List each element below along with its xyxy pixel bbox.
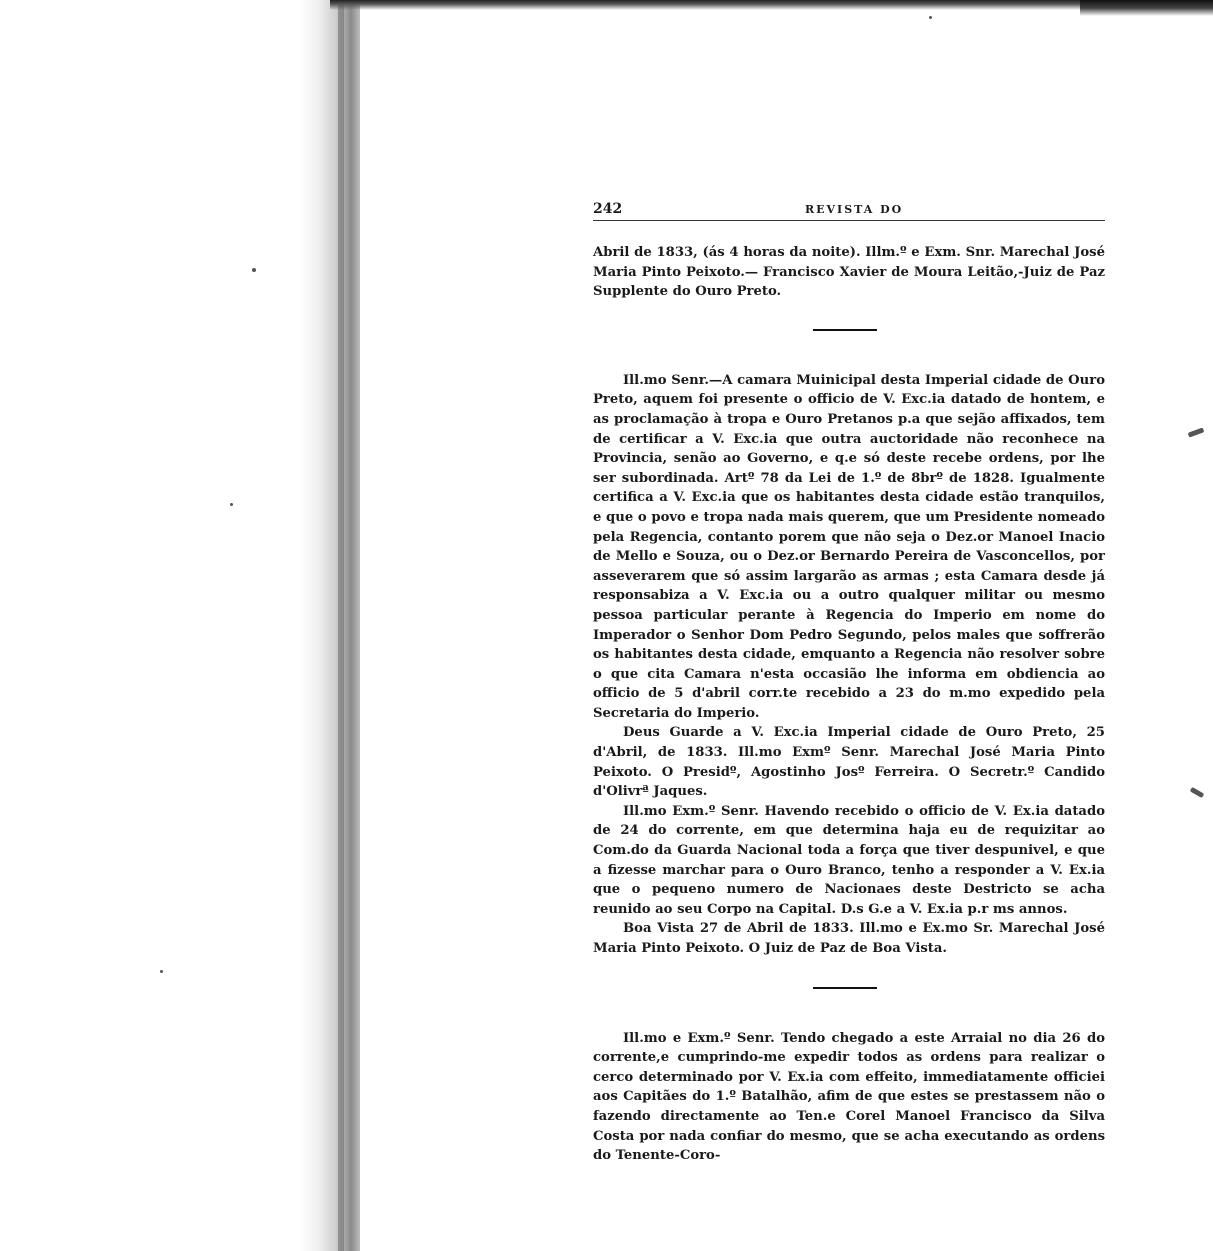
letter-camara-signature: Deus Guarde a V. Exc.ia Imperial cidade de Ouro Preto, 25 d'Abril, de 1833. Ill.mo Exmº Senr. Marechal José Maria Pinto Peixoto. O Presidº, Agostinho Josº Ferreira. O Secretr.º Candido d'Olivrª Jaques. — [593, 725, 1105, 800]
book-page — [593, 200, 1105, 1166]
section-divider — [813, 329, 877, 331]
closing-paragraph: Abril de 1833, (ás 4 horas da noite). Illm.º e Exm. Snr. Marechal José Maria Pinto Peixoto.— Francisco Xavier de Moura Leitão,-Juiz de Paz Supplente do Ouro Preto. — [593, 245, 1105, 300]
scan-speck — [230, 503, 233, 506]
scan-speck — [252, 268, 256, 272]
section-divider — [813, 987, 877, 989]
page-number: 242 — [593, 201, 623, 217]
running-head — [593, 200, 1105, 221]
binding-edge — [338, 0, 344, 1251]
letter-boa-vista-body: Ill.mo Exm.º Senr. Havendo recebido o officio de V. Ex.ia datado de 24 do corrente, em que determina haja eu de requizitar ao Com.do da Guarda Nacional toda a força que tiver despunivel, e que a fizesse marchar para o Ouro Branco, tenho a responder a V. Ex.ia que o pequeno numero de Nacionaes deste Destricto se acha reunido ao seu Corpo na Capital. D.s G.e a V. Ex.ia p.r ms annos. — [593, 803, 1105, 917]
page-top-edge-dark — [1080, 0, 1213, 16]
letter-boa-vista-signature: Boa Vista 27 de Abril de 1833. Ill.mo e Ex.mo Sr. Marechal José Maria Pinto Peixoto. O Juiz de Paz de Boa Vista. — [593, 921, 1105, 956]
scan-speck — [929, 16, 932, 19]
letter-camara-body: Ill.mo Senr.—A camara Muinicipal desta Imperial cidade de Ouro Preto, aquem foi presente o officio de V. Exc.ia datado de hontem, e as proclamação à tropa e Ouro Pretanos p.a que sejão affixados, tem de certificar a V. Exc.ia que outra auctoridade não reconhece na Provincia, senão ao Governo, e q.e só deste recebe ordens, por lhe ser subordinada. Artº 78 da Lei de 1.º de 8brº de 1828. Igualmente certifica a V. Exc.ia que os habitantes desta cidade estão tranquilos, e que o povo e tropa nada mais querem, que um Presidente nomeado pela Regencia, contanto porem que não seja o Dez.or Manoel Inacio de Mello e Souza, ou o Dez.or Bernardo Pereira de Vasconcellos, por asseverarem que só assim largarão as armas ; esta Camara desde já responsabiza a V. Exc.ia ou a outro qualquer militar ou mesmo pessoa particular perante à Regencia do Imperio em nome do Imperador o Senhor Dom Pedro Segundo, pelos males que soffrerão os habitantes desta cidade, emquanto a Regencia não resolver sobre o que cita Camara n'esta occasião lhe informa em obdiencia ao officio de 5 d'abril corr.te recebido a 23 do m.mo expedido pela Secretaria do Imperio. — [593, 372, 1105, 721]
letter-camara — [593, 371, 1105, 959]
letter-arraial-body: Ill.mo e Exm.º Senr. Tendo chegado a este Arraial no dia 26 do corrente,e cumprindo-me expedir todos as ordens para realizar o cerco determinado por V. Ex.ia com effeito, immediatamente officiei aos Capitães do 1.º Batalhão, afim de que estes se prestassem não o fazendo directamente ao Ten.e Corel Manoel Francisco da Silva Costa por nada confiar do mesmo, que se acha executando as ordens do Tenente-Coro- — [593, 1030, 1105, 1164]
journal-title: REVISTA DO — [805, 203, 904, 216]
scan-speck — [1188, 427, 1205, 437]
book-gutter-shadow — [300, 0, 360, 1251]
letter-arraial — [593, 1029, 1105, 1166]
scan-speck — [160, 970, 163, 973]
scan-speck — [1190, 787, 1205, 798]
